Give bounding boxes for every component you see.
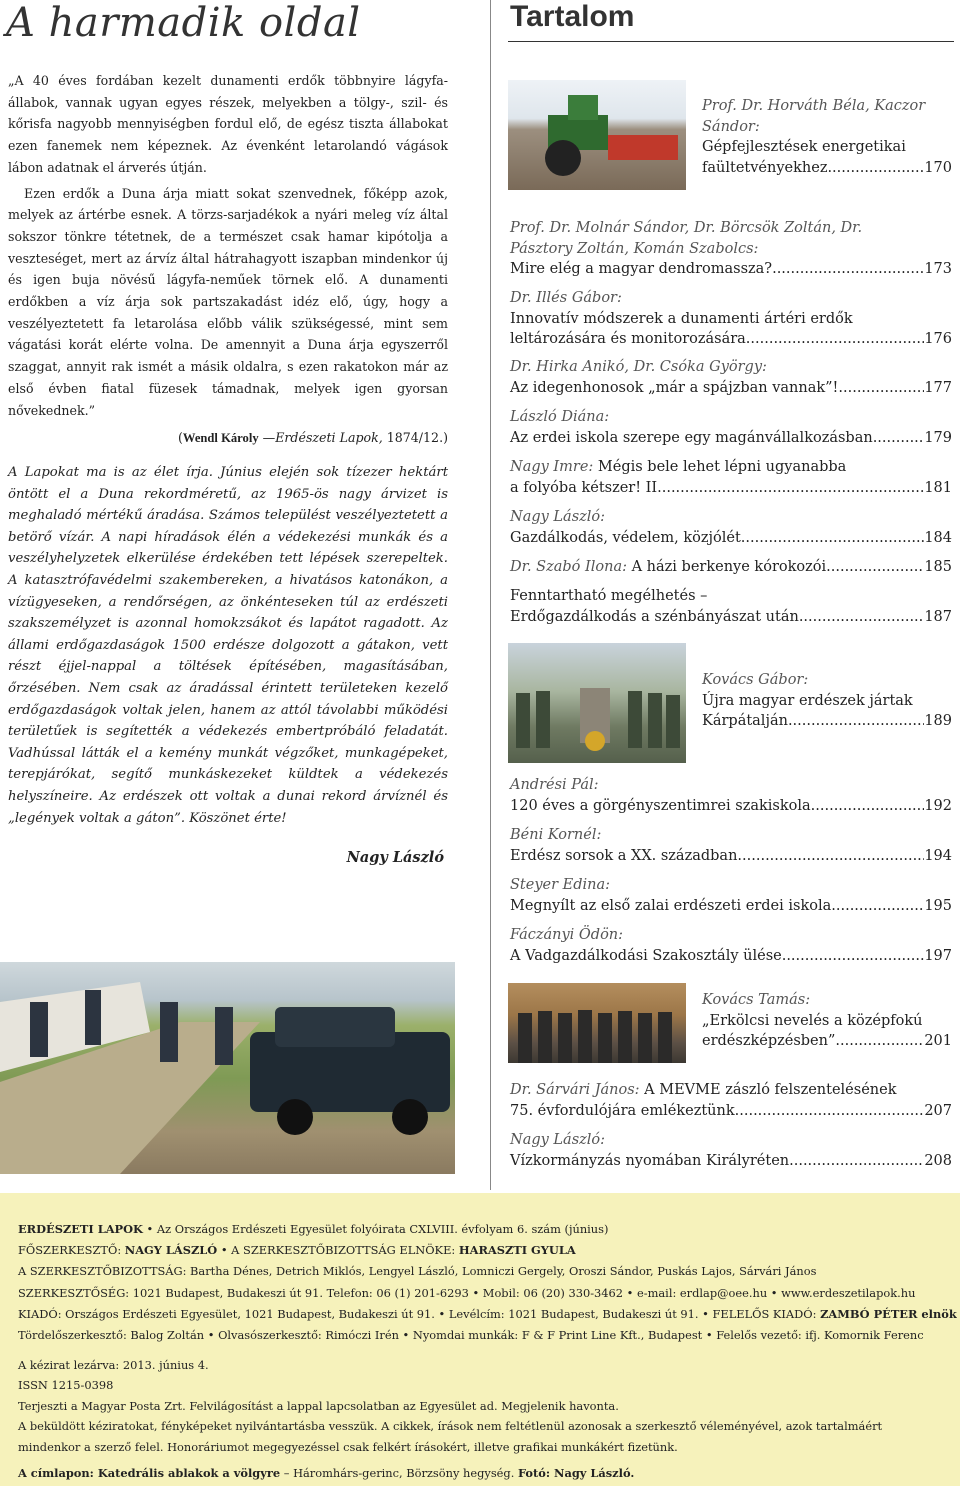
toc-entry[interactable]: [510, 557, 952, 578]
toc-page-number: 189: [924, 713, 952, 730]
person: [658, 1012, 672, 1063]
toc-author: Andrési Pál:: [510, 777, 599, 793]
toc-title-row: [510, 478, 952, 499]
person: [628, 691, 642, 748]
board-chair: HARASZTI GYULA: [458, 1243, 576, 1258]
toc-title-row: [510, 329, 952, 350]
toc-entry[interactable]: [510, 288, 952, 350]
cover-photo-credit: Fotó: Nagy László.: [517, 1466, 635, 1481]
editor-in-chief: NAGY LÁSZLÓ: [124, 1243, 218, 1258]
toc-author: Dr. Szabó Ilona:: [510, 559, 627, 575]
toc-dot-leader: [826, 557, 924, 578]
toc-title-line: Megnyílt az első zalai erdészeti erdei iskola: [510, 897, 832, 914]
toc-page-number: 194: [924, 847, 952, 864]
publisher-text: KIADÓ: Országos Erdészeti Egyesület, 1021 Budapest, Budakeszi út 91. • Levélcím: 1021 Budapest, Budakeszi út 91. • FELELŐS KIADÓ:: [18, 1306, 821, 1321]
tractor-cab: [568, 95, 598, 120]
memorial-ceremony-photo: [508, 643, 686, 763]
impressum-line-editors: [18, 1240, 948, 1261]
toc-title-line: Újra magyar erdészek jártak: [702, 692, 913, 709]
toc-author: Prof. Dr. Molnár Sándor, Dr. Börcsök Zoltán, Dr. Pásztory Zoltán, Komán Szabolcs:: [510, 220, 863, 257]
cover-location: – Háromhárs-gerinc, Börzsöny hegység.: [280, 1466, 518, 1481]
historical-quote: [8, 70, 448, 450]
column-divider: [490, 0, 491, 1190]
toc-title-line: Erdész sorsok a XX. században: [510, 847, 738, 864]
toc-title-rule: [508, 41, 954, 42]
toc-page-number: 208: [924, 1152, 952, 1169]
toc-dot-leader: [827, 158, 924, 179]
toc-dot-leader: [811, 796, 925, 817]
toc-title-line: a folyóba kétszer! II.: [510, 479, 662, 496]
toc-page-number: 207: [924, 1102, 952, 1119]
toc-author: Nagy László:: [510, 1132, 606, 1148]
person: [638, 1013, 652, 1063]
toc-title-line: Fenntartható megélhetés –: [510, 588, 708, 604]
impressum-line-board: A SZERKESZTŐBIZOTTSÁG: Bartha Dénes, Detrich Miklós, Lengyel László, Lomniczi Gergely, Oroszi Sándor, Puskás Lajos, Sárvári János: [18, 1264, 817, 1279]
toc-dot-leader: [737, 846, 924, 867]
group-illustration: [508, 983, 686, 1063]
toc-title-row: [510, 557, 952, 578]
cover-title: A címlapon: Katedrális ablakok a völgyre: [18, 1466, 281, 1481]
editor-role-label: FŐSZERKESZTŐ:: [18, 1243, 125, 1258]
toc-page-number: 187: [924, 608, 952, 625]
toc-title-line: A házi berkenye kórokozói: [626, 559, 827, 575]
toc-title-line: 75. évfordulójára emlékeztünk: [510, 1102, 735, 1119]
toc-title-row: [510, 1151, 952, 1172]
toc-entry[interactable]: [510, 357, 952, 398]
flood-photo-illustration: [0, 962, 455, 1174]
worker-1: [30, 1002, 48, 1057]
editorial: [8, 462, 448, 869]
person: [536, 691, 550, 748]
toc-title-line: Innovatív módszerek a dunamenti ártéri erdők: [510, 310, 853, 327]
toc-author: Kovács Gábor:: [702, 672, 809, 688]
toc-page-number: 179: [924, 429, 952, 446]
truck-wheel-rear: [392, 1099, 428, 1135]
toc-dot-leader: [789, 1151, 924, 1172]
toc-page-number: 177: [924, 379, 952, 396]
toc-author-title: [510, 557, 826, 578]
impressum-line-staff: Tördelőszerkesztő: Balog Zoltán • Olvasószerkesztő: Rimóczi Irén • Nyomdai munkák: F & F Print Line Kft., Budapest • Felelős vezető: ifj. Komornik Ferenc: [18, 1328, 924, 1343]
toc-title-row: [510, 796, 952, 817]
tractor-planting-photo: [508, 80, 686, 190]
toc-title-line: Erdőgazdálkodás a szénbányászat után: [510, 608, 799, 625]
toc-entry[interactable]: [510, 457, 952, 498]
toc-entry[interactable]: [510, 407, 952, 448]
toc-dot-leader: [873, 428, 925, 449]
toc-dot-leader: [835, 1031, 924, 1052]
toc-title-line: faültetvényekhez: [702, 159, 828, 176]
toc-title-row: [702, 711, 952, 732]
toc-author-title-line: [510, 457, 952, 478]
toc-entry[interactable]: [510, 875, 952, 916]
page-title: A harmadik oldal: [6, 0, 361, 46]
toc-title-row: [510, 946, 952, 967]
toc-title-line: erdészképzésben”: [702, 1033, 836, 1050]
flood-defence-photo: [0, 962, 455, 1174]
toc-title-line: Vízkormányzás nyomában Királyréten: [510, 1152, 790, 1169]
cite-close: ): [443, 430, 448, 446]
toc-title-row: [702, 158, 952, 179]
toc-entry[interactable]: [702, 96, 952, 178]
toc-title-line: Gazdálkodás, védelem, közjólét: [510, 529, 741, 546]
toc-dot-leader: [831, 896, 924, 917]
toc-author: Dr. Hirka Anikó, Dr. Csóka György:: [510, 359, 767, 375]
toc-title-line: „Erkölcsi nevelés a középfokú: [702, 1012, 923, 1029]
toc-title-line: A MEVME zászló felszentelésének: [639, 1082, 897, 1098]
toc-entry[interactable]: [510, 825, 952, 866]
toc-page-number: 192: [924, 797, 952, 814]
worker-2: [85, 990, 101, 1045]
ceremony-illustration: [508, 643, 686, 763]
quote-paragraph-1: „A 40 éves fordában kezelt dunamenti erdők többnyire lágyfa-állabok, vannak ugyan egyes részek, melyekben a tölgy-, szil- és kőrisfa nagyobb mennyiségben fordul elő, de egész tiszta állabokat ezen fanemek nem képeznek. Az évenként letarolandó vágások lábon adatnak el árverés útján.: [8, 73, 448, 175]
toc-dot-leader: [799, 607, 924, 628]
toc-entry[interactable]: [510, 775, 952, 816]
toc-title-row: [510, 259, 952, 280]
toc-title-row: [510, 528, 952, 549]
toc-title-line: Mire elég a magyar dendromassza?: [510, 261, 773, 278]
toc-author: László Diána:: [510, 409, 610, 425]
editorial-text: A Lapokat ma is az élet írja. Június elején sok tízezer hektárt öntött el a Duna rekordméretű, az 1965-ös nagy árvizet is meghaladó mértékű áradása. Számos települést veszélyeztetett a betörő vízár. A napi híradások élén a védekezési munkák és a veszélyhelyzetek elkerülése érdekében tett lépések szerepeltek. A katasztrófavédelmi szakembereken, a hivatásos katonákon, a vízügyeseken, a rendőrségen, az önkénteseken túl az erdészeti szakszemélyzet is azonnal homokzsákot és lapátot ragadott. Az állami erdőgazdaságok 1500 erdésze dolgozott a gátakon, vett részt éjjel-nappal a töltések építésében, magasításában, őrzésében. Nem csak az áradással érintett területeken kezelő erdőgazdaságok voltak jelen, hanem az attól távolabbi működési területűek is segítették a védekezés embertpróbáló feladatát. Vadhússal látták el a kemény munkát végzőket, munkagépeket, terepjárókat, segítő munkáskezeket küldtek a védekezés helyszíneire. Az erdészek ott voltak a dunai rekord árvíznél és „legények voltak a gáton”. Köszönet érte!: [8, 465, 448, 826]
toc-title-line: leltározására és monitorozására: [510, 331, 746, 348]
toc-author: Béni Kornél:: [510, 827, 602, 843]
toc-entry[interactable]: [510, 507, 952, 548]
toc-title-line: 120 éves a görgényszentimrei szakiskola: [510, 797, 811, 814]
wreath: [585, 731, 605, 751]
toc-dot-leader: [735, 1101, 925, 1122]
toc-author: Prof. Dr. Horváth Béla, Kaczor Sándor:: [702, 98, 926, 135]
person: [538, 1011, 552, 1063]
tractor-wheel: [545, 140, 581, 176]
toc-entry[interactable]: [510, 586, 952, 627]
quote-paragraph-2: Ezen erdők a Duna árja miatt sokat szenvednek, főképp azok, melyek az ártérbe esnek. A törzs-sarjadékok a nyári meleg víz által sokszor tönkre tétetnek, de a természet csak hamar kipótolja a veszteséget, mert az árvíz által hátrahagyott iszapban mindenkor új és igen buja növésű lágyfa-neműek törnek elő. A dunamenti erdőkben a víz árja sok partszakadást idéz elő, úgy, hogy a veszélyeztetett fa letarolása előbb válik szükségessé, mint sem vágatási korát elérte volna. De amennyit a Duna árja egyszerről szaggat, annyit rak ismét a másik oldalra, s ezen rakatokon már az első évben fiatal füzesek támadnak, melyek igen gyorsan nővekednek.”: [8, 185, 448, 418]
toc-title-line: Az erdei iskola szerepe egy magánvállalkozásban: [510, 429, 873, 446]
toc-entry[interactable]: [702, 990, 952, 1052]
impressum-notes: [18, 1355, 948, 1483]
toc-page-number: 176: [924, 331, 952, 348]
toc-page-number: 197: [924, 947, 952, 964]
toc-dot-leader: [746, 329, 925, 350]
tractor-illustration: [508, 80, 686, 190]
people-row: [518, 1010, 672, 1063]
impressum-line-publisher: [18, 1304, 957, 1325]
impressum-cover-note: [18, 1463, 948, 1483]
toc-dot-leader: [782, 946, 925, 967]
cite-ref: 1874/12.: [386, 430, 444, 446]
person: [666, 695, 680, 748]
toc-entry[interactable]: [510, 1080, 952, 1121]
person: [648, 693, 662, 748]
toc-dot-leader: [662, 478, 925, 499]
toc-title-row: [510, 846, 952, 867]
toc-page-number: 195: [924, 897, 952, 914]
toc-title-row: [510, 607, 952, 628]
toc-title-row: [510, 378, 952, 399]
impressum-issn: ISSN 1215-0398: [18, 1378, 114, 1393]
person: [578, 1010, 592, 1063]
person: [598, 1013, 612, 1063]
cite-open: (: [178, 430, 183, 446]
quote-citation: [8, 427, 448, 450]
truck-wheel-front: [277, 1099, 313, 1135]
toc-title-line: Gépfejlesztések energetikai: [702, 139, 906, 156]
toc-title-line: Kárpátalján: [702, 713, 788, 730]
toc-title-row: [510, 1101, 952, 1122]
toc-author-title-line: [510, 1080, 952, 1101]
toc-title-row: [510, 428, 952, 449]
person: [518, 1013, 532, 1063]
toc-page-number: 184: [924, 529, 952, 546]
planter-machine: [608, 135, 678, 160]
worker-3: [160, 1002, 178, 1062]
toc-page-number: 181: [924, 479, 952, 496]
truck-cabin: [275, 1007, 395, 1047]
toc-author: Dr. Sárvári János:: [510, 1082, 640, 1098]
toc-page-number: 185: [924, 559, 952, 575]
toc-author: Dr. Illés Gábor:: [510, 290, 622, 306]
impressum-main: [18, 1219, 957, 1346]
toc-author: Steyer Edina:: [510, 877, 611, 893]
person: [558, 1013, 572, 1063]
worker-4: [215, 1007, 233, 1065]
toc-title-line: Az idegenhonosok „már a spájzban vannak”!: [510, 379, 839, 396]
person: [516, 693, 530, 748]
impressum-line-office: SZERKESZTŐSÉG: 1021 Budapest, Budakeszi út 91. Telefon: 06 (1) 201-6293 • Mobil: 06 (20) 330-3462 • e-mail: erdlap@oee.hu • www.erdeszetilapok.hu: [18, 1285, 916, 1300]
toc-dot-leader: [772, 259, 924, 280]
toc-author: Kovács Tamás:: [702, 992, 811, 1008]
journal-issue: • Az Országos Erdészeti Egyesület folyóirata CXLVIII. évfolyam 6. szám (június): [142, 1222, 609, 1236]
toc-entry[interactable]: [510, 925, 952, 966]
toc-title-row: [702, 1031, 952, 1052]
impressum-disclaimer: A beküldött kéziratokat, fényképeket nyilvántartásba vesszük. A cikkek, írások nem feltétlenül azonosak a szerkesztő véleményével, azok tartalmáért mindenkor a szerző felel. Honoráriumot megegyezéssel csak felkért írásokért, illetve grafikai munkákért fizetünk.: [18, 1419, 883, 1454]
editorial-signature: Nagy László: [346, 849, 444, 867]
toc-page-number: 201: [924, 1033, 952, 1050]
toc-author: Fáczányi Ödön:: [510, 927, 624, 943]
toc-title: Tartalom: [510, 0, 635, 33]
toc-page-number: 173: [924, 261, 952, 278]
toc-entry[interactable]: [510, 218, 952, 280]
toc-title-line: A Vadgazdálkodási Szakosztály ülése: [510, 947, 782, 964]
board-chair-label: • A SZERKESZTŐBIZOTTSÁG ELNÖKE:: [217, 1243, 459, 1258]
toc-author: Nagy László:: [510, 509, 606, 525]
impressum-closing-date: A kézirat lezárva: 2013. június 4.: [18, 1358, 209, 1372]
toc-page-number: 170: [924, 159, 952, 176]
journal-name: ERDÉSZETI LAPOK: [18, 1222, 143, 1236]
toc-author: Nagy Imre:: [510, 459, 594, 475]
person: [618, 1011, 632, 1063]
toc-title-row: [510, 896, 952, 917]
toc-entry[interactable]: [702, 670, 952, 732]
toc-dot-leader: [741, 528, 925, 549]
toc-dot-leader: [838, 378, 924, 399]
responsible-publisher: ZAMBÓ PÉTER elnök: [820, 1306, 957, 1321]
cite-source: —Erdészeti Lapok,: [258, 430, 387, 446]
impressum-line-journal: [18, 1219, 948, 1240]
cite-author: Wendl Károly: [182, 431, 259, 446]
group-portrait-photo: [508, 983, 686, 1063]
toc-dot-leader: [788, 711, 924, 732]
impressum-distribution: Terjeszti a Magyar Posta Zrt. Felvilágosítást a lappal lapcsolatban az Egyesület ad. Megjelenik havonta.: [18, 1398, 619, 1413]
toc-entry[interactable]: [510, 1130, 952, 1171]
impressum-box: [0, 1193, 960, 1486]
toc-title-line: Mégis bele lehet lépni ugyanabba: [593, 459, 847, 475]
